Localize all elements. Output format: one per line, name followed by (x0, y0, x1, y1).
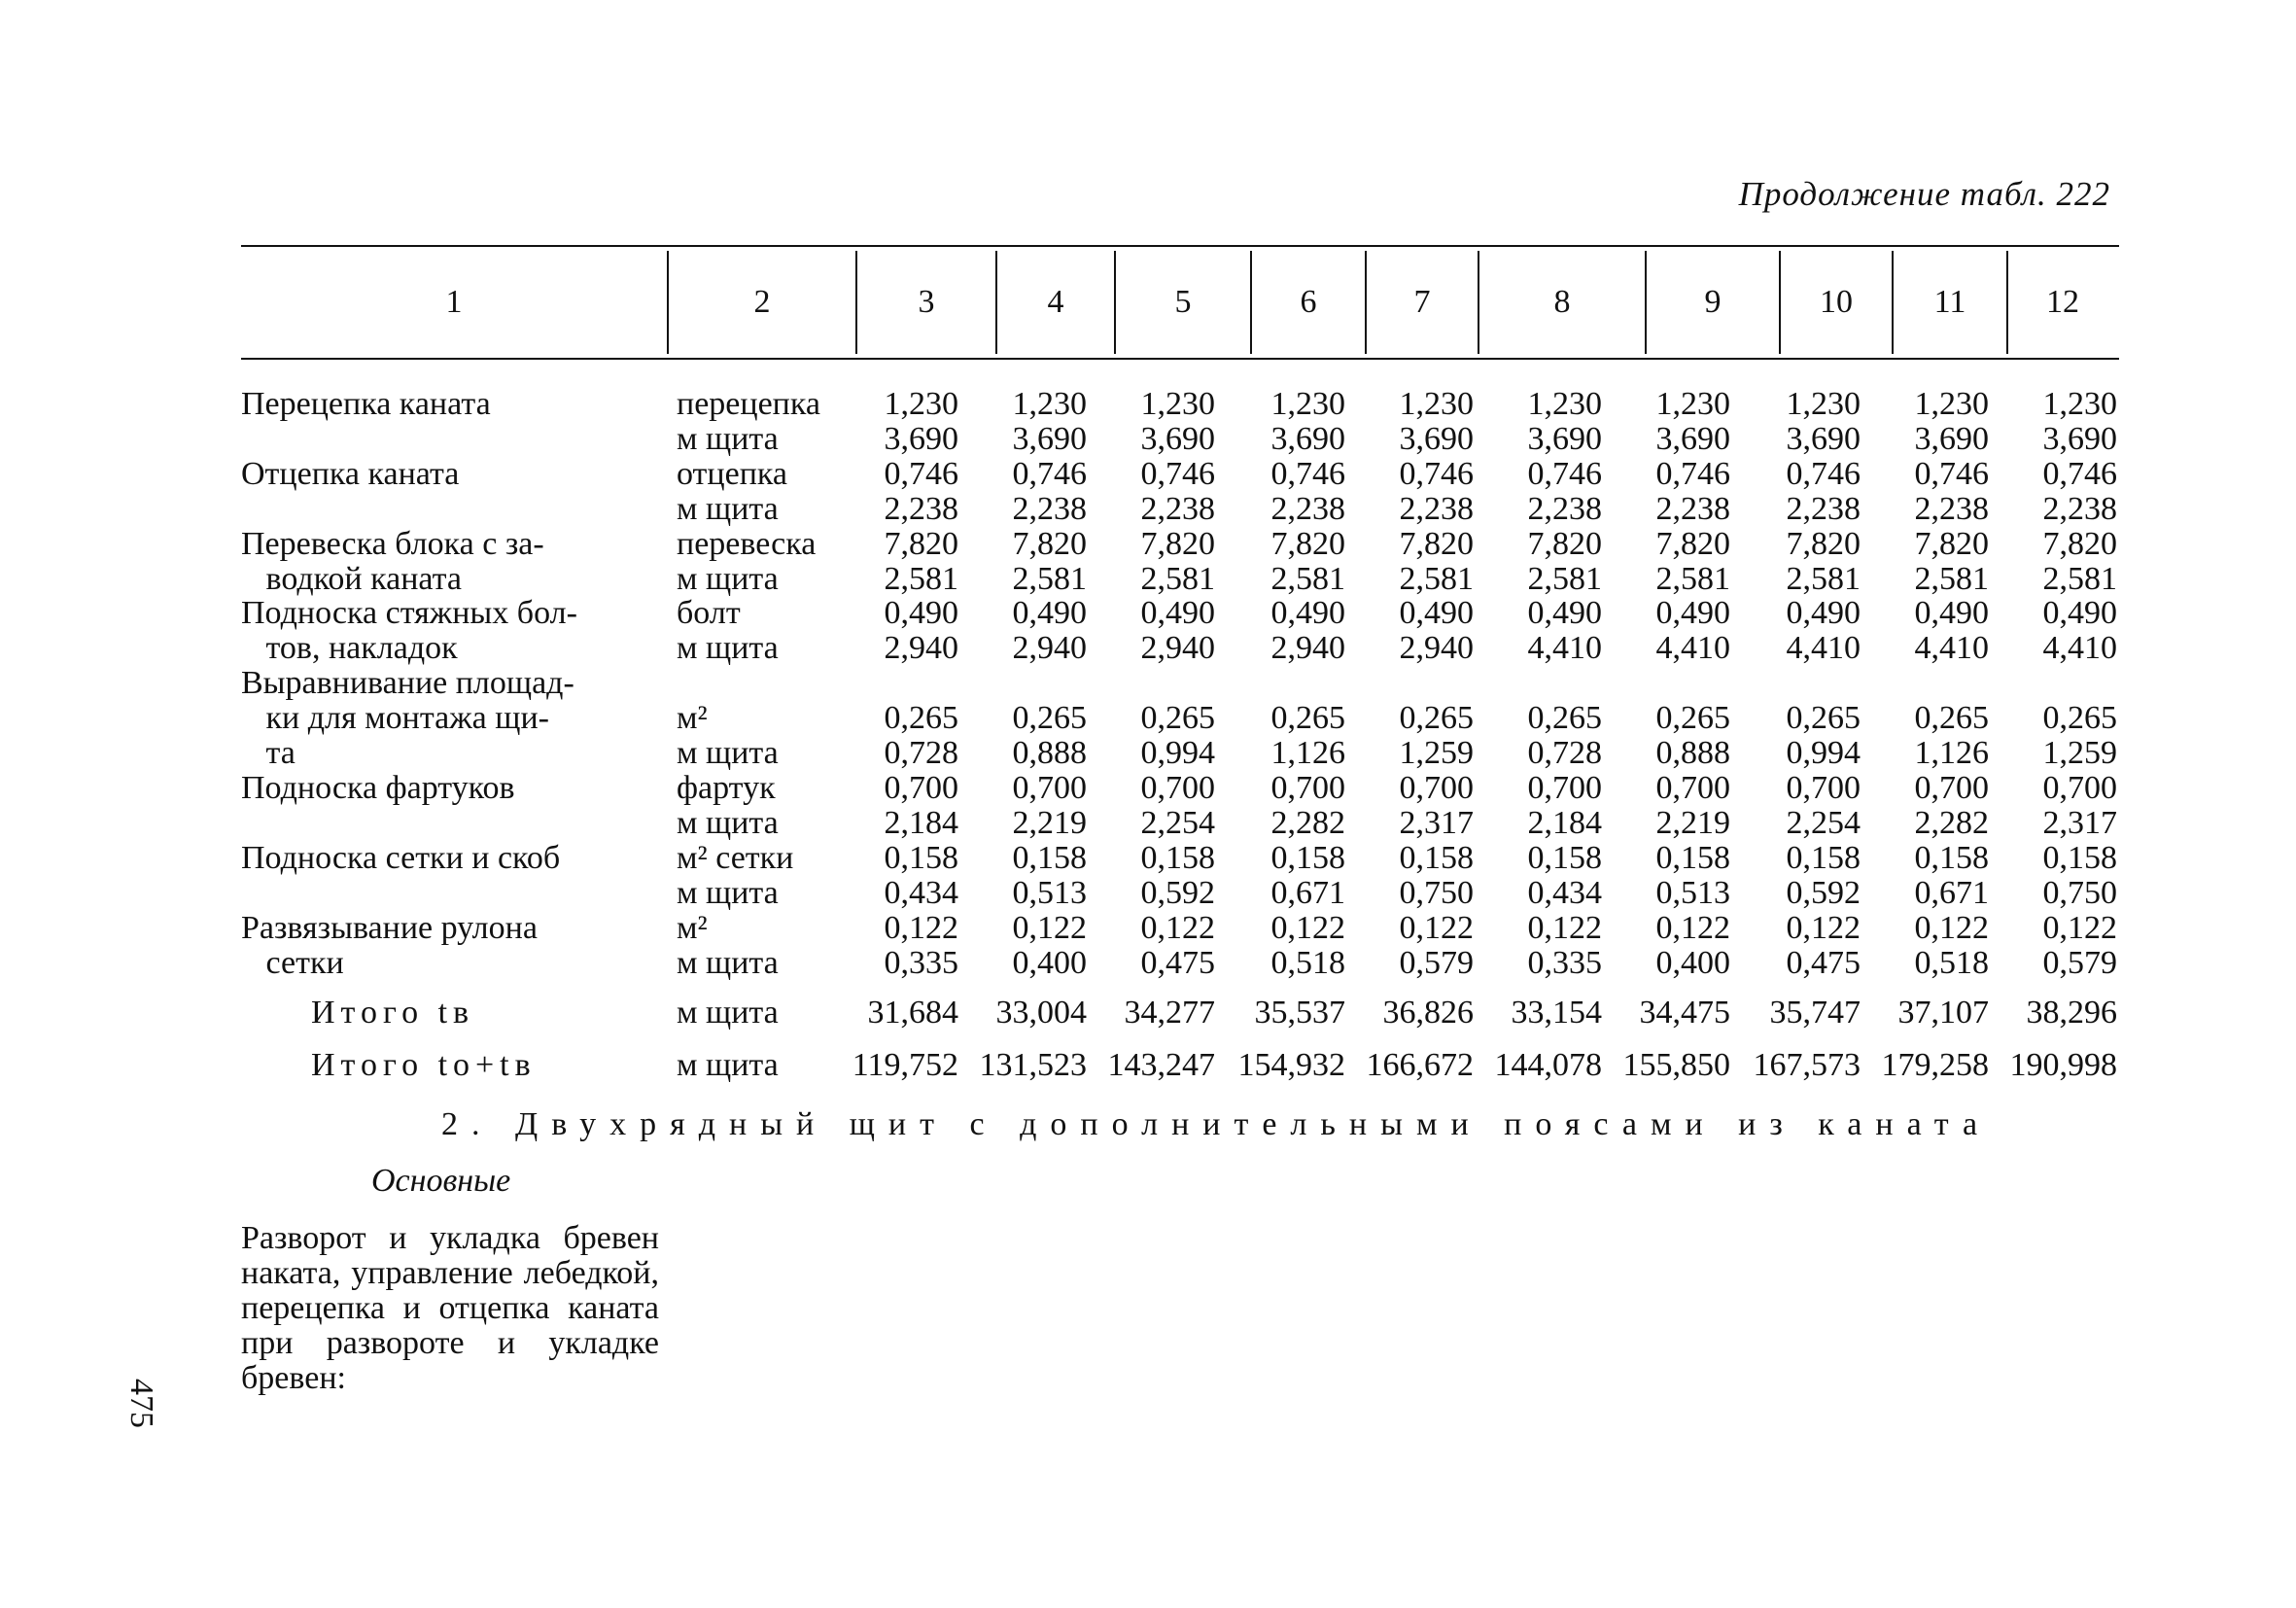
cell-value: 3,690 (1786, 421, 1861, 457)
cell-value: 0,700 (1270, 770, 1345, 806)
cell-value: 0,490 (1140, 595, 1215, 631)
cell-value: 3,690 (884, 421, 958, 457)
paragraph: Разворот и укладка бревен наката, управление лебедкой, перецепка и отцепка каната при развороте и укладке бревен: (241, 1220, 659, 1396)
cell-value: 3,690 (2042, 421, 2117, 457)
cell-value: 190,998 (2009, 1047, 2117, 1083)
table-row (0, 876, 2296, 911)
cell-value: 2,238 (1655, 491, 1730, 527)
cell-value: 0,158 (1655, 840, 1730, 876)
cell-value: 3,690 (1270, 421, 1345, 457)
cell-value: 0,700 (1914, 770, 1989, 806)
cell-value: 131,523 (979, 1047, 1087, 1083)
table-row (0, 631, 2296, 666)
cell-value: 0,746 (1399, 456, 1474, 492)
table-row (0, 701, 2296, 736)
cell-value: 0,158 (1914, 840, 1989, 876)
cell-value: 0,158 (1786, 840, 1861, 876)
cell-value: 0,671 (1270, 875, 1345, 911)
row-unit: м щита (677, 995, 779, 1031)
cell-value: 2,238 (1527, 491, 1602, 527)
cell-value: 0,122 (1270, 910, 1345, 946)
column-header: 12 (2046, 284, 2079, 320)
cell-value: 0,158 (1270, 840, 1345, 876)
row-label: Итого tо+tв (311, 1047, 537, 1083)
cell-value: 0,490 (1527, 595, 1602, 631)
cell-value: 0,746 (1012, 456, 1087, 492)
table-header-bottom-rule (241, 358, 2119, 360)
cell-value: 0,671 (1914, 875, 1989, 911)
row-unit: м щита (677, 805, 779, 841)
row-unit: перевеска (677, 526, 817, 562)
cell-value: 2,282 (1914, 805, 1989, 841)
table-row (0, 562, 2296, 597)
row-label: та (241, 735, 296, 771)
column-header: 6 (1300, 284, 1317, 320)
cell-value: 1,259 (1399, 735, 1474, 771)
cell-value: 2,940 (884, 630, 958, 666)
cell-value: 0,265 (1140, 700, 1215, 736)
cell-value: 0,700 (1399, 770, 1474, 806)
cell-value: 0,994 (1140, 735, 1215, 771)
cell-value: 0,750 (1399, 875, 1474, 911)
table-row (0, 457, 2296, 492)
cell-value: 2,581 (1399, 561, 1474, 597)
cell-value: 0,700 (2042, 770, 2117, 806)
column-header: 3 (918, 284, 935, 320)
cell-value: 143,247 (1107, 1047, 1215, 1083)
cell-value: 1,230 (1786, 386, 1861, 422)
table-row (0, 492, 2296, 527)
column-header: 10 (1820, 284, 1853, 320)
cell-value: 1,126 (1914, 735, 1989, 771)
cell-value: 0,518 (1914, 945, 1989, 981)
cell-value: 0,888 (1655, 735, 1730, 771)
cell-value: 0,750 (2042, 875, 2117, 911)
cell-value: 0,888 (1012, 735, 1087, 771)
cell-value: 0,265 (884, 700, 958, 736)
cell-value: 0,700 (1786, 770, 1861, 806)
cell-value: 3,690 (1655, 421, 1730, 457)
row-unit: м щита (677, 945, 779, 981)
cell-value: 35,747 (1769, 995, 1861, 1031)
column-header: 2 (753, 284, 771, 320)
row-unit: м щита (677, 421, 779, 457)
cell-value: 0,122 (1012, 910, 1087, 946)
cell-value: 7,820 (1399, 526, 1474, 562)
cell-value: 2,581 (2042, 561, 2117, 597)
cell-value: 7,820 (1914, 526, 1989, 562)
cell-value: 2,940 (1140, 630, 1215, 666)
row-label: Выравнивание площад- (241, 665, 574, 701)
cell-value: 0,746 (1140, 456, 1215, 492)
cell-value: 0,592 (1786, 875, 1861, 911)
cell-value: 2,581 (1270, 561, 1345, 597)
cell-value: 0,700 (1012, 770, 1087, 806)
row-label: Подноска стяжных бол- (241, 595, 577, 631)
table-row (0, 911, 2296, 946)
cell-value: 119,752 (852, 1047, 958, 1083)
row-label: водкой каната (241, 561, 462, 597)
cell-value: 0,122 (1527, 910, 1602, 946)
cell-value: 7,820 (2042, 526, 2117, 562)
cell-value: 2,581 (1914, 561, 1989, 597)
cell-value: 34,475 (1639, 995, 1730, 1031)
cell-value: 0,335 (1527, 945, 1602, 981)
cell-value: 2,184 (1527, 805, 1602, 841)
cell-value: 166,672 (1366, 1047, 1474, 1083)
cell-value: 0,122 (1914, 910, 1989, 946)
cell-value: 2,254 (1140, 805, 1215, 841)
cell-value: 154,932 (1237, 1047, 1345, 1083)
cell-value: 3,690 (1012, 421, 1087, 457)
row-label: сетки (241, 945, 344, 981)
cell-value: 2,940 (1270, 630, 1345, 666)
cell-value: 7,820 (1655, 526, 1730, 562)
cell-value: 1,230 (884, 386, 958, 422)
table-row (0, 736, 2296, 771)
table-row (0, 422, 2296, 457)
cell-value: 179,258 (1881, 1047, 1989, 1083)
cell-value: 7,820 (1527, 526, 1602, 562)
cell-value: 2,238 (1270, 491, 1345, 527)
table-row (0, 666, 2296, 701)
cell-value: 0,265 (1786, 700, 1861, 736)
row-unit: м щита (677, 1047, 779, 1083)
subheading: Основные (371, 1163, 511, 1199)
cell-value: 0,490 (1012, 595, 1087, 631)
cell-value: 0,490 (1270, 595, 1345, 631)
cell-value: 0,158 (2042, 840, 2117, 876)
row-unit: м щита (677, 875, 779, 911)
cell-value: 0,158 (884, 840, 958, 876)
cell-value: 2,238 (2042, 491, 2117, 527)
cell-value: 2,219 (1012, 805, 1087, 841)
cell-value: 1,230 (2042, 386, 2117, 422)
cell-value: 0,122 (1786, 910, 1861, 946)
column-header: 4 (1047, 284, 1064, 320)
cell-value: 2,282 (1270, 805, 1345, 841)
row-unit: м щита (677, 561, 779, 597)
table-row (0, 946, 2296, 981)
table-row (0, 806, 2296, 841)
cell-value: 0,728 (1527, 735, 1602, 771)
row-label: Подноска сетки и скоб (241, 840, 561, 876)
cell-value: 0,746 (1786, 456, 1861, 492)
cell-value: 2,238 (1140, 491, 1215, 527)
cell-value: 0,490 (1655, 595, 1730, 631)
row-unit: отцепка (677, 456, 787, 492)
table-row (0, 841, 2296, 876)
cell-value: 1,230 (1655, 386, 1730, 422)
cell-value: 0,579 (1399, 945, 1474, 981)
cell-value: 33,154 (1511, 995, 1602, 1031)
cell-value: 2,317 (2042, 805, 2117, 841)
cell-value: 37,107 (1897, 995, 1989, 1031)
cell-value: 3,690 (1914, 421, 1989, 457)
total-row (0, 996, 2296, 1031)
table-row (0, 527, 2296, 562)
cell-value: 0,434 (884, 875, 958, 911)
cell-value: 2,238 (1012, 491, 1087, 527)
row-unit: фартук (677, 770, 776, 806)
cell-value: 2,238 (1786, 491, 1861, 527)
cell-value: 36,826 (1382, 995, 1474, 1031)
cell-value: 3,690 (1399, 421, 1474, 457)
row-unit: перецепка (677, 386, 820, 422)
row-label: Перевеска блока с за- (241, 526, 544, 562)
row-label: тов, накладок (241, 630, 458, 666)
cell-value: 0,728 (884, 735, 958, 771)
cell-value: 0,400 (1655, 945, 1730, 981)
cell-value: 0,490 (1399, 595, 1474, 631)
cell-value: 1,230 (1140, 386, 1215, 422)
cell-value: 0,475 (1786, 945, 1861, 981)
cell-value: 33,004 (995, 995, 1087, 1031)
table-row (0, 596, 2296, 631)
cell-value: 38,296 (2026, 995, 2117, 1031)
cell-value: 0,265 (1270, 700, 1345, 736)
table-row (0, 387, 2296, 422)
cell-value: 0,490 (1914, 595, 1989, 631)
row-unit: м щита (677, 491, 779, 527)
cell-value: 1,126 (1270, 735, 1345, 771)
table-caption: Продолжение табл. 222 (1738, 175, 2110, 213)
cell-value: 144,078 (1494, 1047, 1602, 1083)
row-label: Отцепка каната (241, 456, 460, 492)
cell-value: 35,537 (1254, 995, 1345, 1031)
cell-value: 0,400 (1012, 945, 1087, 981)
cell-value: 2,940 (1012, 630, 1087, 666)
cell-value: 0,746 (1270, 456, 1345, 492)
row-label: Развязывание рулона (241, 910, 538, 946)
row-label: Подноска фартуков (241, 770, 515, 806)
row-unit: м щита (677, 630, 779, 666)
row-unit: м² (677, 910, 708, 946)
page-number: 475 (123, 1379, 159, 1428)
table-top-rule (241, 245, 2119, 247)
column-header: 1 (445, 284, 463, 320)
cell-value: 0,158 (1527, 840, 1602, 876)
cell-value: 2,317 (1399, 805, 1474, 841)
cell-value: 2,581 (1012, 561, 1087, 597)
cell-value: 1,230 (1914, 386, 1989, 422)
cell-value: 0,122 (1140, 910, 1215, 946)
column-header: 11 (1933, 284, 1966, 320)
cell-value: 0,513 (1655, 875, 1730, 911)
cell-value: 0,265 (1399, 700, 1474, 736)
cell-value: 0,700 (1140, 770, 1215, 806)
cell-value: 155,850 (1622, 1047, 1730, 1083)
cell-value: 0,746 (1655, 456, 1730, 492)
cell-value: 2,581 (1140, 561, 1215, 597)
cell-value: 0,265 (1914, 700, 1989, 736)
cell-value: 7,820 (1140, 526, 1215, 562)
cell-value: 34,277 (1124, 995, 1215, 1031)
row-label: Перецепка каната (241, 386, 491, 422)
cell-value: 0,265 (1655, 700, 1730, 736)
cell-value: 4,410 (1527, 630, 1602, 666)
cell-value: 31,684 (867, 995, 958, 1031)
cell-value: 0,518 (1270, 945, 1345, 981)
cell-value: 1,230 (1012, 386, 1087, 422)
cell-value: 0,490 (884, 595, 958, 631)
cell-value: 4,410 (1786, 630, 1861, 666)
cell-value: 0,265 (2042, 700, 2117, 736)
cell-value: 0,746 (2042, 456, 2117, 492)
cell-value: 0,490 (1786, 595, 1861, 631)
cell-value: 2,940 (1399, 630, 1474, 666)
cell-value: 7,820 (1270, 526, 1345, 562)
column-header: 8 (1553, 284, 1571, 320)
column-header: 5 (1174, 284, 1192, 320)
cell-value: 2,254 (1786, 805, 1861, 841)
cell-value: 0,122 (2042, 910, 2117, 946)
row-label: ки для монтажа щи- (241, 700, 549, 736)
cell-value: 7,820 (884, 526, 958, 562)
row-unit: м² (677, 700, 708, 736)
table-row (0, 771, 2296, 806)
cell-value: 0,475 (1140, 945, 1215, 981)
cell-value: 7,820 (1012, 526, 1087, 562)
cell-value: 2,219 (1655, 805, 1730, 841)
cell-value: 2,184 (884, 805, 958, 841)
column-header: 7 (1413, 284, 1431, 320)
cell-value: 2,238 (884, 491, 958, 527)
cell-value: 1,230 (1399, 386, 1474, 422)
cell-value: 0,700 (884, 770, 958, 806)
cell-value: 0,994 (1786, 735, 1861, 771)
cell-value: 1,259 (2042, 735, 2117, 771)
column-header: 9 (1704, 284, 1722, 320)
cell-value: 2,581 (1655, 561, 1730, 597)
row-label: Итого tв (311, 995, 475, 1031)
cell-value: 2,581 (1786, 561, 1861, 597)
cell-value: 0,434 (1527, 875, 1602, 911)
cell-value: 0,746 (884, 456, 958, 492)
cell-value: 4,410 (1655, 630, 1730, 666)
cell-value: 0,122 (1399, 910, 1474, 946)
cell-value: 0,265 (1012, 700, 1087, 736)
section-title: 2. Двухрядный щит с дополнительными поясами из каната (441, 1106, 1992, 1142)
row-unit: м² сетки (677, 840, 794, 876)
cell-value: 0,579 (2042, 945, 2117, 981)
cell-value: 0,746 (1914, 456, 1989, 492)
cell-value: 0,513 (1012, 875, 1087, 911)
cell-value: 1,230 (1527, 386, 1602, 422)
cell-value: 0,122 (1655, 910, 1730, 946)
cell-value: 0,700 (1527, 770, 1602, 806)
total-row (0, 1048, 2296, 1083)
cell-value: 167,573 (1753, 1047, 1861, 1083)
cell-value: 2,581 (884, 561, 958, 597)
cell-value: 2,238 (1399, 491, 1474, 527)
cell-value: 1,230 (1270, 386, 1345, 422)
cell-value: 4,410 (2042, 630, 2117, 666)
cell-value: 3,690 (1527, 421, 1602, 457)
cell-value: 2,238 (1914, 491, 1989, 527)
row-unit: болт (677, 595, 741, 631)
cell-value: 4,410 (1914, 630, 1989, 666)
cell-value: 0,265 (1527, 700, 1602, 736)
cell-value: 0,490 (2042, 595, 2117, 631)
cell-value: 0,746 (1527, 456, 1602, 492)
cell-value: 7,820 (1786, 526, 1861, 562)
cell-value: 0,122 (884, 910, 958, 946)
cell-value: 0,158 (1399, 840, 1474, 876)
cell-value: 3,690 (1140, 421, 1215, 457)
cell-value: 0,335 (884, 945, 958, 981)
cell-value: 0,158 (1012, 840, 1087, 876)
row-unit: м щита (677, 735, 779, 771)
cell-value: 2,581 (1527, 561, 1602, 597)
cell-value: 0,158 (1140, 840, 1215, 876)
cell-value: 0,700 (1655, 770, 1730, 806)
cell-value: 0,592 (1140, 875, 1215, 911)
